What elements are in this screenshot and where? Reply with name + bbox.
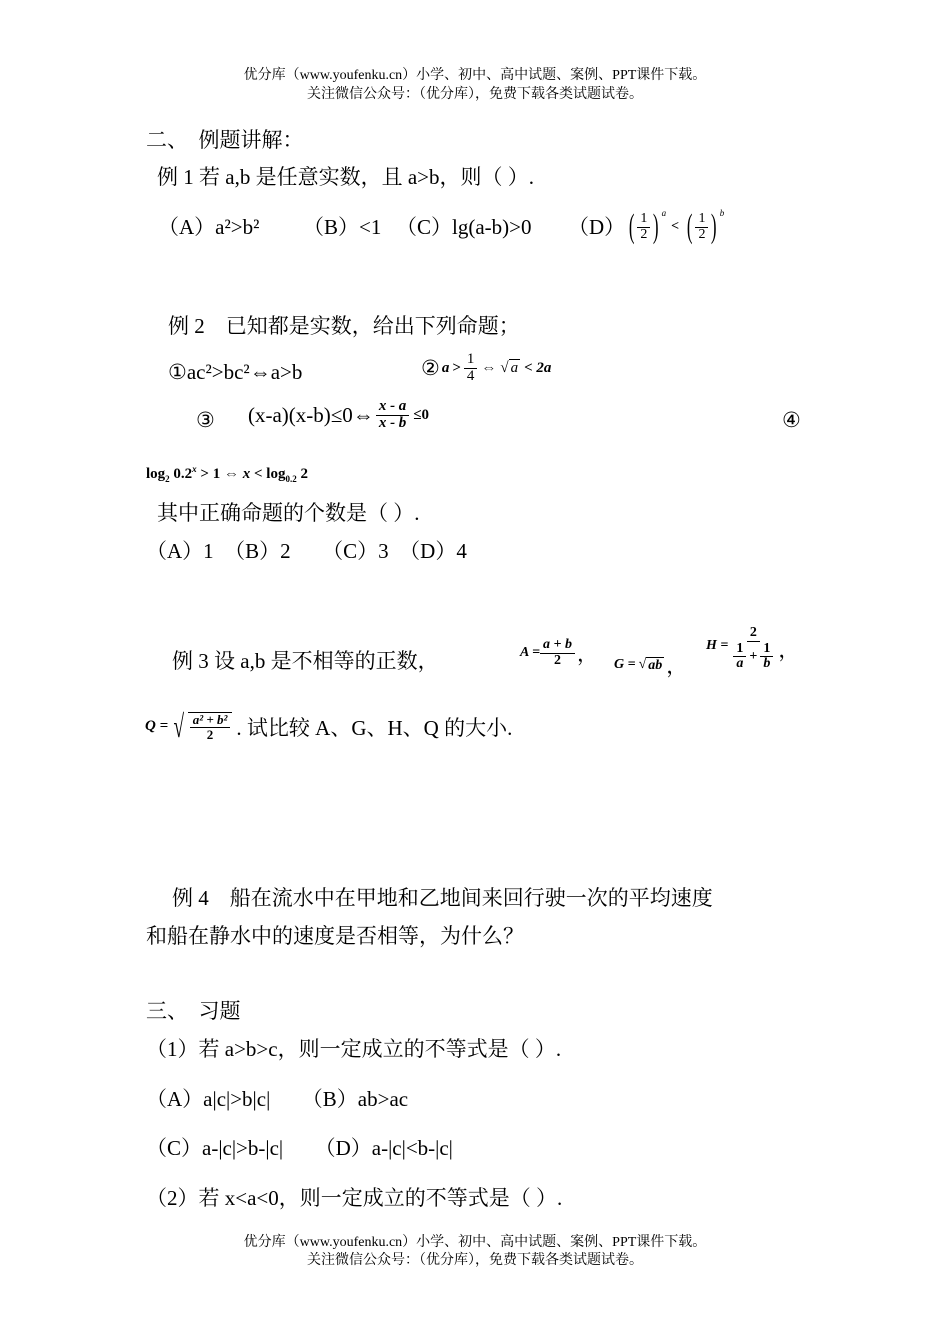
example-2-proposition-2: ② a > $\frac{1}{4}$ ⇔ √ a < 2a (421, 351, 552, 384)
example-2-proposition-4-label: ④ (782, 408, 801, 432)
exercise-1-options-ab: （A）a|c|>b|c| （B）ab>ac (146, 1087, 409, 1111)
example-2-question: 其中正确命题的个数是（ ）. (157, 501, 420, 525)
header-line-1: 优分库（www.youfenku.cn）小学、初中、高中试题、案例、PPT课件下载。 (243, 68, 707, 83)
footer-line-1: 优分库（www.youfenku.cn）小学、初中、高中试题、案例、PPT课件下载。 (243, 1235, 707, 1250)
example-2-proposition-3: (x-a)(x-b)≤0⇔ $\frac{x - a}{x - b}$ ≤0 (248, 398, 430, 431)
example-1-option-d-label: （D） (568, 215, 626, 239)
section-three-title: 三、 习题 (146, 999, 241, 1023)
example-3-stem: 例 3 设 a,b 是不相等的正数， (172, 649, 439, 673)
example-1-option-d-formula: ( $\frac{1}{2}$ ) $^a$ < ( $\frac{1}{2}$ ) $^b$ (628, 208, 725, 245)
example-2-stem: 例 2 已知都是实数，给出下列命题； (168, 314, 520, 338)
example-1-option-b: （B）<1 (303, 215, 382, 239)
header-line-2: 关注微信公众号：（优分库），免费下载各类试题试卷。 (307, 87, 643, 102)
example-3-formula-q: Q = √ $\frac{\text{a² + b²}}{2}$ . 试比较 A、G、H、Q 的大小. (145, 708, 513, 744)
example-1-option-c: （C）lg(a-b)>0 (396, 215, 532, 239)
section-two-title: 二、 例题讲解： (146, 128, 304, 152)
example-2-proposition-3-label: ③ (196, 408, 215, 432)
exercise-2-stem: （2）若 x<a<0，则一定成立的不等式是（ ）. (146, 1186, 563, 1210)
example-1-stem: 例 1 若 a,b 是任意实数，且 a>b，则（ ）. (157, 165, 534, 189)
example-1-option-a: （A）a²>b² (158, 215, 260, 239)
example-3-formula-g: G = √ ab ， (614, 654, 688, 678)
example-4-line-1: 例 4 船在流水中在甲地和乙地间来回行驶一次的平均速度 (172, 886, 713, 910)
example-2-options: （A）1 （B）2 （C）3 （D）4 (146, 539, 467, 563)
footer-line-2: 关注微信公众号：（优分库），免费下载各类试题试卷。 (307, 1253, 643, 1268)
exercise-1-options-cd: （C）a-|c|>b-|c| （D）a-|c|<b-|c| (146, 1136, 453, 1160)
example-4-line-2: 和船在静水中的速度是否相等，为什么？ (146, 924, 524, 948)
example-2-proposition-4: $\log_2 0.2^x > 1$ ⇔ $x < \log_{0.2} 2$ (146, 464, 308, 484)
example-3-formula-h: H = 2 $\frac{1}{a}$ + $\frac{1}{b}$ ， (706, 625, 800, 672)
example-2-proposition-1: ①ac²>bc²⇔a>b (168, 360, 303, 384)
example-3-formula-a: A = $\frac{a + b}{2}$ ， (520, 637, 599, 668)
exercise-1-stem: （1）若 a>b>c，则一定成立的不等式是（ ）. (146, 1037, 562, 1061)
